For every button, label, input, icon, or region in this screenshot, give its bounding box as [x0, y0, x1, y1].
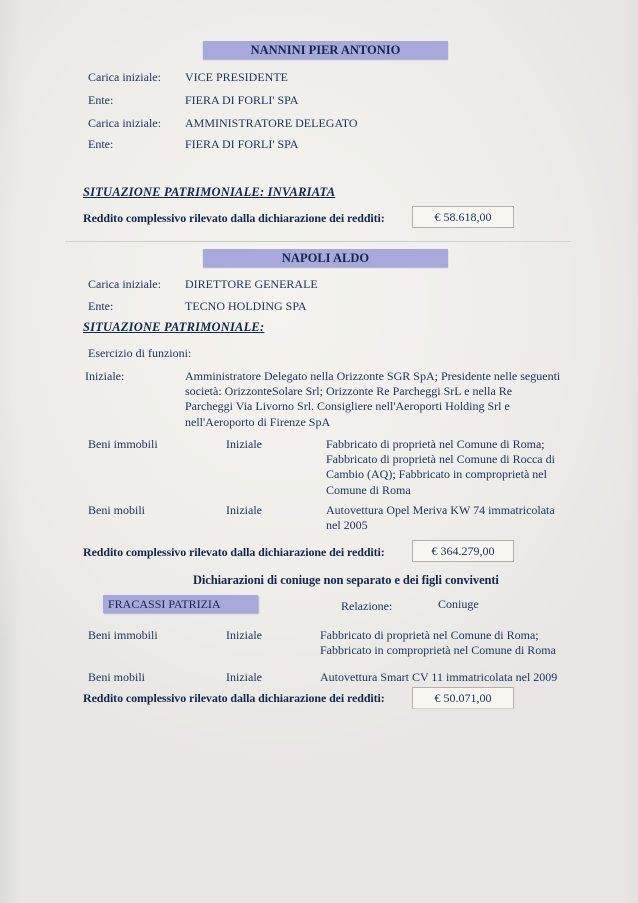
page-break-line — [65, 241, 571, 242]
relazione-value: Coniuge — [438, 597, 479, 611]
relazione-label: Relazione: — [341, 599, 393, 613]
field-label: Ente: — [88, 299, 114, 313]
reddito-value-box: € 58.618,00 — [412, 206, 514, 228]
funzioni-text: Amministratore Delegato nella Orizzonte SGR SpA; Presidente nelle seguenti società: OrizzonteSolare Srl; Orizzonte Re Parcheggi SrL e nella Re Parcheggi Via Livorno Srl. Consigliere nell'Aeroporti Holding Srl e nell'Aeroporto di Firenze SpA — [185, 369, 561, 429]
reddito-value-box: € 364.279,00 — [412, 540, 514, 562]
field-value: AMMINISTRATORE DELEGATO — [185, 116, 358, 130]
situazione-patrimoniale-heading: SITUAZIONE PATRIMONIALE: INVARIATA — [83, 185, 336, 199]
field-label: Carica iniziale: — [88, 277, 161, 291]
field-label: Ente: — [88, 137, 114, 151]
coniuge-section-title: Dichiarazioni di coniuge non separato e dei figli conviventi — [193, 573, 499, 587]
field-value: FIERA DI FORLI' SPA — [185, 93, 299, 107]
reddito-label: Reddito complessivo rilevato dalla dichiarazione dei redditi: — [83, 691, 385, 705]
beni-mobili-text: Autovettura Smart CV 11 immatricolata nel 2009 — [320, 670, 558, 684]
coniuge-name-banner: FRACASSI PATRIZIA — [103, 595, 258, 613]
esercizio-funzioni-label: Esercizio di funzioni: — [88, 346, 192, 360]
beni-immobili-label: Beni immobili — [88, 628, 158, 642]
field-value: FIERA DI FORLI' SPA — [185, 137, 299, 151]
beni-stato-label: Iniziale — [226, 503, 262, 517]
field-label: Carica iniziale: — [88, 70, 161, 84]
person-header-banner: NANNINI PIER ANTONIO — [203, 41, 448, 59]
beni-immobili-label: Beni immobili — [88, 437, 158, 451]
situazione-patrimoniale-heading: SITUAZIONE PATRIMONIALE: — [83, 320, 265, 334]
field-value: DIRETTORE GENERALE — [185, 277, 318, 291]
beni-mobili-label: Beni mobili — [88, 503, 145, 517]
person-header-banner: NAPOLI ALDO — [203, 249, 448, 267]
field-label: Carica iniziale: — [88, 116, 161, 130]
field-value: TECNO HOLDING SPA — [185, 299, 307, 313]
iniziale-label: Iniziale: — [85, 369, 125, 383]
beni-mobili-label: Beni mobili — [88, 670, 145, 684]
reddito-label: Reddito complessivo rilevato dalla dichiarazione dei redditi: — [83, 211, 385, 225]
field-value: VICE PRESIDENTE — [185, 70, 288, 84]
beni-mobili-text: Autovettura Opel Meriva KW 74 immatricolata nel 2005 — [326, 503, 555, 533]
beni-stato-label: Iniziale — [226, 670, 262, 684]
reddito-label: Reddito complessivo rilevato dalla dichiarazione dei redditi: — [83, 545, 385, 559]
field-label: Ente: — [88, 93, 114, 107]
beni-immobili-text: Fabbricato di proprietà nel Comune di Roma; Fabbricato di proprietà nel Comune di Rocca di Cambio (AQ); Fabbricato in comproprietà nel Comune di Roma — [326, 437, 555, 497]
reddito-value-box: € 50.071,00 — [412, 687, 514, 709]
beni-stato-label: Iniziale — [226, 628, 262, 642]
beni-immobili-text: Fabbricato di proprietà nel Comune di Roma; Fabbricato in comproprietà nel Comune di Roma — [320, 628, 556, 658]
beni-stato-label: Iniziale — [226, 437, 262, 451]
